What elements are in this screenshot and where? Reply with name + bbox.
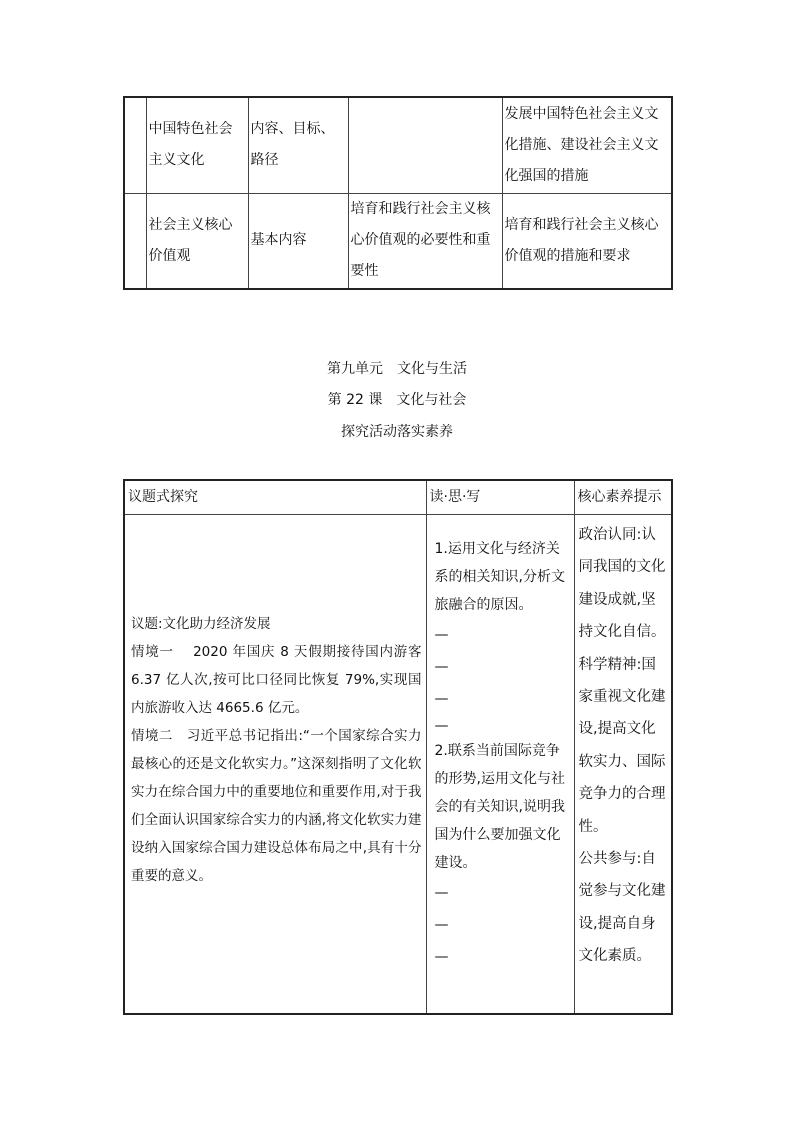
header-read-think-write: 读·思·写 — [426, 480, 574, 515]
literacy-participation: 公共参与:自觉参与文化建设,提高自身文化素质。 — [578, 851, 666, 965]
table-row — [124, 515, 672, 1014]
answer-line[interactable]: — — [434, 659, 449, 675]
header-core-literacy: 核心素养提示 — [574, 480, 672, 515]
table-cell — [124, 97, 146, 193]
table-cell: 培育和践行社会主义核心价值观的措施和要求 — [502, 193, 672, 289]
literacy-cell — [574, 515, 672, 1014]
questions-cell — [426, 515, 574, 1014]
question-one: 1.运用文化与经济关系的相关知识,分析文旅融合的原因。 — [434, 541, 565, 613]
header-inquiry: 议题式探究 — [124, 480, 426, 515]
lesson-heading: 第 22 课 文化与社会 — [327, 392, 467, 408]
table-cell: 社会主义核心价值观 — [146, 193, 248, 289]
context-two: 情境二 习近平总书记指出:“一个国家综合实力最核心的还是文化软实力。”这深刻指明了文化软实力在综合国力中的重要地位和重要作用,对于我们全面认识国家综合实力的内涵,将文化软实力建设纳入国家综合国力建设总体布局之中,具有十分重要的意义。 — [131, 728, 422, 884]
table-cell: 发展中国特色社会主义文化措施、建设社会主义文化强国的措施 — [502, 97, 672, 193]
knowledge-table — [123, 96, 673, 290]
answer-line[interactable]: — — [434, 691, 449, 707]
inquiry-table — [123, 479, 673, 1015]
table-header-row — [124, 480, 672, 515]
answer-line[interactable]: — — [434, 718, 449, 734]
table-cell — [348, 97, 502, 193]
table-cell: 培育和践行社会主义核心价值观的必要性和重要性 — [348, 193, 502, 289]
unit-heading: 第九单元 文化与生活 — [327, 361, 467, 377]
literacy-political: 政治认同:认同我国的文化建设成就,坚持文化自信。 — [578, 527, 666, 641]
table-cell — [124, 193, 146, 289]
inquiry-cell — [124, 515, 426, 1014]
inquiry-topic: 议题:文化助力经济发展 — [131, 616, 271, 632]
table-row — [124, 97, 672, 193]
answer-line[interactable]: — — [434, 627, 449, 643]
table-cell: 中国特色社会主义文化 — [146, 97, 248, 193]
answer-line[interactable]: — — [434, 917, 449, 933]
question-two: 2.联系当前国际竞争的形势,运用文化与社会的有关知识,说明我国为什么要加强文化建设。 — [434, 743, 565, 871]
answer-line[interactable]: — — [434, 949, 449, 965]
context-one: 情境一 2020 年国庆 8 天假期接待国内游客 6.37 亿人次,按可比口径同比恢复 79%,实现国内旅游收入达 4665.6 亿元。 — [131, 644, 422, 716]
table-cell: 内容、目标、路径 — [248, 97, 348, 193]
section-heading: 探究活动落实素养 — [341, 424, 453, 440]
table-row — [124, 193, 672, 289]
answer-line[interactable]: — — [434, 885, 449, 901]
literacy-scientific: 科学精神:国家重视文化建设,提高文化软实力、国际竞争力的合理性。 — [578, 656, 666, 835]
table-cell: 基本内容 — [248, 193, 348, 289]
